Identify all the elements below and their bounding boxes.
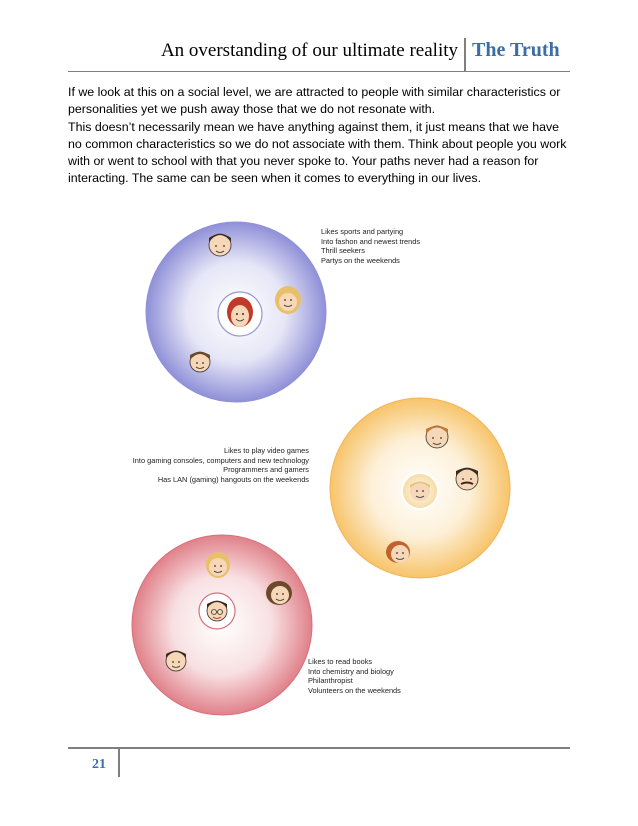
- pink-center-face-icon: [207, 601, 227, 621]
- trait-line: Philanthropist: [308, 676, 353, 685]
- pink-group-traits: [308, 657, 401, 695]
- body-paragraph-1: If we look at this on a social level, we are attracted to people with similar characteristics or personalities yet we push away those that we do not resonate with.: [68, 85, 561, 117]
- page-number: 21: [92, 757, 106, 772]
- orange-face-3-icon: [386, 541, 410, 563]
- trait-line: Likes sports and partying: [321, 227, 404, 236]
- orange-face-2-icon: [456, 468, 478, 490]
- header-title: An overstanding of our ultimate reality: [160, 40, 458, 61]
- body-paragraph-2: This doesn’t necessarily mean we have anything against them, it just means that we have no common characteristics so we do not associate with them. Think about people you work with or went to school with that you never spoke to. Your paths never had a reason for interacting. The same can be seen when it comes to everything in our lives.: [68, 119, 567, 186]
- orange-center-face-icon: [410, 481, 430, 501]
- blue-face-2-icon: [275, 286, 301, 314]
- header-brand: The Truth: [472, 39, 560, 61]
- footer-divider: [118, 749, 120, 777]
- trait-line: Likes to read books: [308, 657, 373, 666]
- pink-face-2-icon: [266, 581, 292, 605]
- orange-face-1-icon: [426, 426, 448, 448]
- trait-line: Has LAN (gaming) hangouts on the weekends: [157, 474, 309, 484]
- blue-group-traits: [321, 227, 420, 265]
- footer-rule: [68, 747, 570, 749]
- trait-line: Volunteers on the weekends: [308, 685, 401, 695]
- pink-face-3-icon: [166, 651, 186, 671]
- trait-line: Programmers and gamers: [223, 465, 309, 474]
- trait-line: Into chemistry and biology: [308, 666, 394, 676]
- blue-face-3-icon: [190, 352, 210, 372]
- trait-line: Thrill seekers: [321, 246, 365, 255]
- blue-center-face-icon: [227, 297, 253, 327]
- blue-face-1-icon: [209, 234, 231, 256]
- pink-face-1-icon: [206, 552, 230, 578]
- trait-line: Partys on the weekends: [321, 255, 400, 265]
- orange-group-traits: [110, 446, 309, 484]
- trait-line: Into fashon and newest trends: [321, 236, 421, 246]
- trait-line: Likes to play video games: [223, 446, 309, 455]
- trait-line: Into gaming consoles, computers and new technology: [132, 455, 309, 465]
